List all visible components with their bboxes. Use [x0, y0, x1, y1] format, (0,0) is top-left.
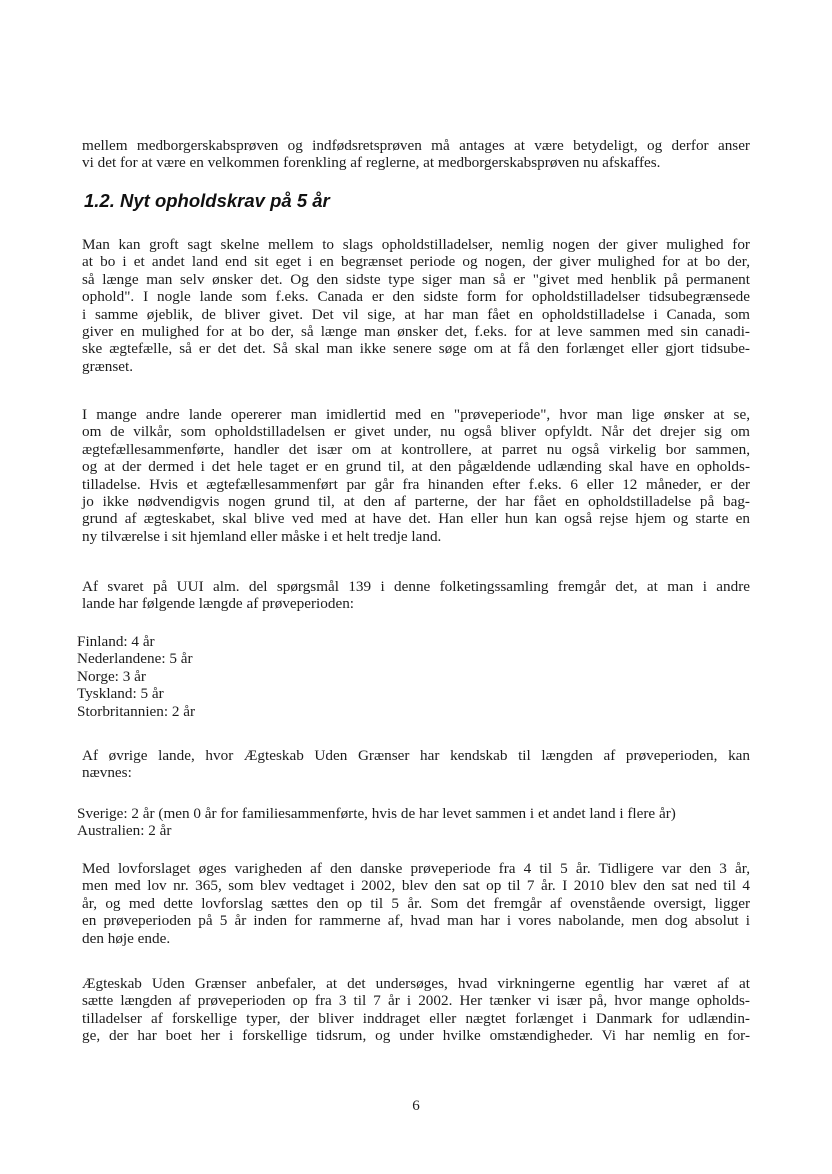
text-line: Af øvrige lande, hvor Ægteskab Uden Grænser har kendskab til længden af prøveperioden, kan	[82, 747, 750, 764]
other-country-list	[77, 805, 676, 840]
text-line: lande har følgende længde af prøveperioden:	[82, 595, 355, 613]
text-line: den høje ende.	[82, 929, 171, 947]
text-line: tilladelse. Hvis et ægtefællesammenført par går fra hinanden efter f.eks. 6 eller 12 måneder, er der	[82, 475, 750, 493]
text-line: at bo i et andet land end sit eget i en begrænset periode og nogen, der giver mulighed for at bo der,	[82, 253, 750, 271]
paragraph-4	[82, 747, 750, 782]
list-item: Tyskland: 5 år	[77, 685, 164, 703]
text-line: giver en mulighed for at bo der, så længe man ønsker det, f.eks. for at leve sammen med sin canadi-	[82, 323, 750, 341]
text-line: ge, der har boet her i forskellige tidsrum, og under hvilke omstændigheder. Vi har nemlig en for-	[82, 1027, 750, 1045]
text-line: ophold". I nogle lande som f.eks. Canada er den sidste form for opholdstilladelser tidsubegrænsede	[82, 288, 750, 306]
list-item: Norge: 3 år	[77, 667, 146, 685]
text-line: ægtefællesammenførte, handler det især om at kontrollere, at parret nu også virkelig bor sammen,	[82, 440, 750, 458]
text-line: tilladelser af forskellige typer, der bliver inddraget eller nægtet forlænget i Danmark for udlændin-	[82, 1009, 750, 1027]
text-line: i samme øjeblik, de bliver givet. Det vil sige, at har man fået en opholdstilladelse i Canada, som	[82, 305, 750, 323]
text-line: om de vilkår, som opholdstilladelsen er givet under, nu også bliver opfyldt. Når det drejer sig om	[82, 423, 750, 441]
paragraph-6	[82, 975, 750, 1045]
list-item: Finland: 4 år	[77, 633, 155, 650]
list-item: Australien: 2 år	[77, 822, 172, 840]
paragraph-2	[82, 406, 750, 545]
page-number: 6	[412, 1098, 420, 1114]
paragraph-5	[82, 860, 750, 947]
text-line: ske ægtefælle, så er det det. Så skal man ikke senere søge om at få den forlænget eller gjort tidsube-	[82, 340, 750, 358]
paragraph-1	[82, 236, 750, 375]
country-list	[77, 633, 195, 720]
intro-paragraph	[82, 137, 750, 172]
text-line: jo ikke nødvendigvis nogen grund til, at den af parterne, der har fået en opholdstilladelse på bag-	[82, 493, 750, 511]
text-line: vi det for at være en velkommen forenkling af reglerne, at medborgerskabsprøven nu afskaffes.	[82, 154, 661, 172]
paragraph-3	[82, 578, 750, 613]
text-line: grund af ægteskabet, skal blive ved med at have det. Han eller hun kan også rejse hjem og starte en	[82, 510, 750, 528]
text-line: mellem medborgerskabsprøven og indfødsretsprøven må antages at være betydeligt, og derfor anser	[82, 137, 750, 154]
text-line: Man kan groft sagt skelne mellem to slags opholdstilladelser, nemlig nogen der giver mulighed for	[82, 236, 750, 253]
text-line: og at der dermed i det hele taget er en grund til, at den pågældende udlænding skal have en opholds-	[82, 458, 750, 476]
list-item: Nederlandene: 5 år	[77, 650, 193, 668]
text-line: år, og med dette lovforslag sættes den op til 5 år. Som det fremgår af ovenstående oversigt, ligger	[82, 894, 750, 912]
list-item: Storbritannien: 2 år	[77, 702, 196, 720]
text-line: Ægteskab Uden Grænser anbefaler, at det undersøges, hvad virkningerne egentlig har været af at	[82, 975, 750, 992]
text-line: men med lov nr. 365, som blev vedtaget i 2002, blev den sat op til 7 år. I 2010 blev den sat ned til 4	[82, 877, 750, 895]
text-line: Af svaret på UUI alm. del spørgsmål 139 i denne folketingssamling fremgår det, at man i andre	[82, 578, 750, 595]
list-item: Sverige: 2 år (men 0 år for familiesammenførte, hvis de har levet sammen i et andet land i flere år)	[77, 805, 676, 822]
text-line: grænset.	[82, 357, 134, 375]
text-line: I mange andre lande opererer man imidlertid med en "prøveperiode", hvor man lige ønsker at se,	[82, 406, 750, 423]
text-line: ny tilværelse i sit hjemland eller måske i et helt tredje land.	[82, 527, 442, 545]
text-line: sætte længden af prøveperioden op fra 3 til 7 år i 2002. Her tænker vi især på, hvor mange opholds-	[82, 992, 750, 1010]
section-heading: 1.2. Nyt opholdskrav på 5 år	[84, 190, 330, 211]
text-line: en prøveperioden på 5 år inden for rammerne af, hvad man har i vores nabolande, men dog absolut i	[82, 912, 750, 930]
text-line: Med lovforslaget øges varigheden af den danske prøveperiode fra 4 til 5 år. Tidligere var den 3 år,	[82, 860, 750, 877]
text-line: nævnes:	[82, 764, 132, 782]
text-line: så længe man selv ønsker det. Og den sidste type siger man så er "givet med henblik på permanent	[82, 270, 750, 288]
